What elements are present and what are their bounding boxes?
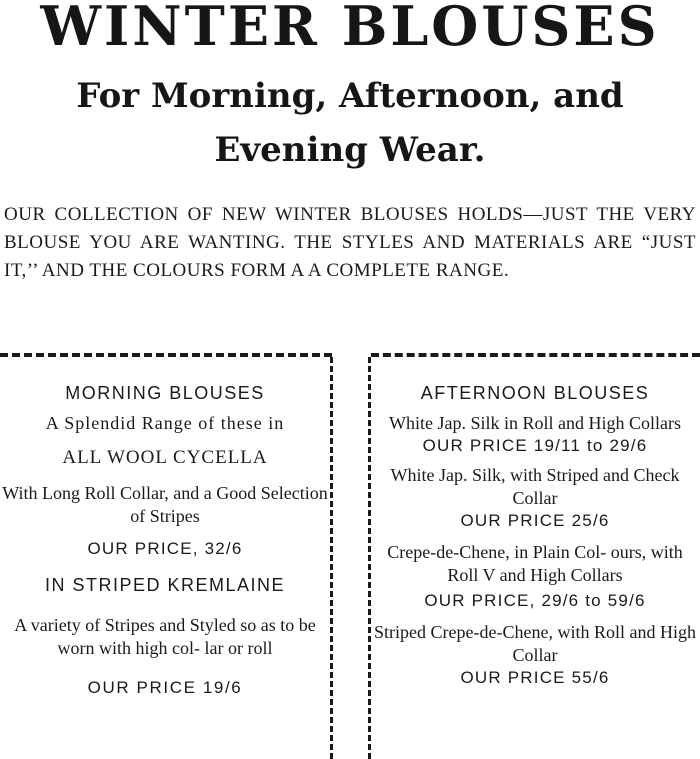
afternoon-item-1-price: OUR PRICE 19/11 to 29/6 [422,436,648,455]
afternoon-blouses-column [370,370,700,688]
morning-blouses-column [0,370,330,698]
afternoon-item-4-desc: Striped Crepe-de-Chene, with Roll and High Collar [374,622,696,665]
headline: WINTER BLOUSES [40,0,660,58]
intro-paragraph: OUR COLLECTION OF NEW WINTER BLOUSES HOLDS—JUST THE VERY BLOUSE YOU ARE WANTING. THE STYLES AND MATERIALS ARE “JUST IT,’’ AND THE COLOURS FORM A A COMPLETE RANGE. [4,204,696,281]
afternoon-item-2-price: OUR PRICE 25/6 [460,511,610,530]
morning-desc-1: A Splendid Range of these in [45,413,285,433]
morning-desc-2: With Long Roll Collar, and a Good Selection of Stripes [2,483,328,526]
subhead-line-2: Evening Wear. [214,130,486,170]
afternoon-item-1-desc: White Jap. Silk in Roll and High Collars [389,413,681,433]
morning-material-2: IN STRIPED KREMLAINE [44,575,286,595]
left-top-rule [0,353,332,357]
afternoon-item-2-desc: White Jap. Silk, with Striped and Check Collar [390,465,680,508]
morning-title: MORNING BLOUSES [65,383,265,403]
morning-price-2: OUR PRICE 19/6 [87,678,243,697]
right-top-rule [371,353,700,357]
afternoon-item-3-desc: Crepe-de-Chene, in Plain Col- ours, with Roll V and High Collars [387,542,683,585]
afternoon-item-3-price: OUR PRICE, 29/6 to 59/6 [424,591,646,610]
morning-desc-3: A variety of Stripes and Styled so as to be worn with high col- lar or roll [14,615,316,658]
afternoon-item-4-price: OUR PRICE 55/6 [460,668,610,687]
morning-price-1: OUR PRICE, 32/6 [87,539,243,558]
subhead-line-1: For Morning, Afternoon, and [76,76,624,116]
afternoon-title: AFTERNOON BLOUSES [420,383,650,403]
morning-material-1: ALL WOOL CYCELLA [62,447,268,468]
left-column-divider [330,357,333,759]
